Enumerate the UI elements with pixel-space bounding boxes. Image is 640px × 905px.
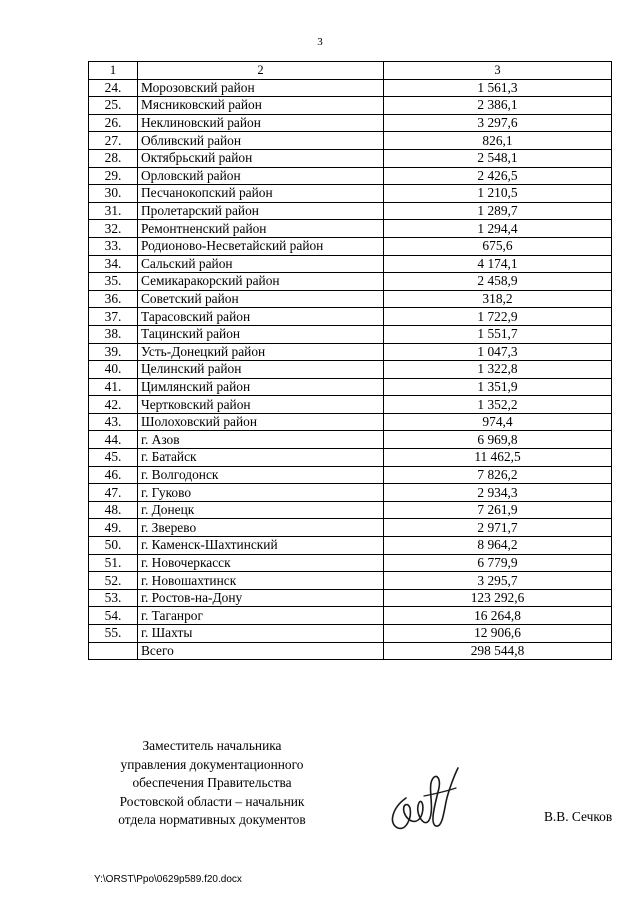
- row-value: 6 969,8: [384, 431, 612, 449]
- header-cell-2: 2: [138, 62, 384, 80]
- row-value: 1 551,7: [384, 325, 612, 343]
- row-number: 49.: [89, 519, 138, 537]
- row-value: 2 426,5: [384, 167, 612, 185]
- table-row: [89, 343, 612, 361]
- row-value: 4 174,1: [384, 255, 612, 273]
- row-name: г. Ростов-на-Дону: [138, 589, 384, 607]
- table-row: [89, 290, 612, 308]
- row-name: г. Азов: [138, 431, 384, 449]
- row-number: 38.: [89, 325, 138, 343]
- row-value: 8 964,2: [384, 537, 612, 555]
- table-row: [89, 378, 612, 396]
- title-line-3: обеспечения Правительства: [132, 775, 292, 790]
- row-value: 2 548,1: [384, 149, 612, 167]
- row-name: г. Шахты: [138, 625, 384, 643]
- row-number: 27.: [89, 132, 138, 150]
- row-number: 26.: [89, 114, 138, 132]
- row-value: 123 292,6: [384, 589, 612, 607]
- table-row: [89, 308, 612, 326]
- row-value: 1 294,4: [384, 220, 612, 238]
- table-row: [89, 449, 612, 467]
- row-value: 3 295,7: [384, 572, 612, 590]
- row-name: г. Новочеркасск: [138, 554, 384, 572]
- signature-title-block: [92, 737, 332, 830]
- table-row: [89, 572, 612, 590]
- row-value: 6 779,9: [384, 554, 612, 572]
- row-value: 16 264,8: [384, 607, 612, 625]
- table-row: [89, 607, 612, 625]
- table-row: [89, 237, 612, 255]
- row-number: 41.: [89, 378, 138, 396]
- row-number: 25.: [89, 97, 138, 115]
- table-row: [89, 501, 612, 519]
- page-number: 3: [317, 36, 323, 48]
- table-row: [89, 537, 612, 555]
- row-name: Советский район: [138, 290, 384, 308]
- row-name: Обливский район: [138, 132, 384, 150]
- row-number: 50.: [89, 537, 138, 555]
- title-line-5: отдела нормативных документов: [118, 812, 306, 827]
- table-row: [89, 149, 612, 167]
- file-path: Y:\ORST\Ppo\0629p589.f20.docx: [94, 874, 242, 885]
- row-value: 1 322,8: [384, 361, 612, 379]
- row-number: 36.: [89, 290, 138, 308]
- table-row: [89, 396, 612, 414]
- table-row: [89, 466, 612, 484]
- row-name: Шолоховский район: [138, 413, 384, 431]
- row-value: 1 561,3: [384, 79, 612, 97]
- allocation-table: [88, 61, 612, 660]
- row-value: 1 351,9: [384, 378, 612, 396]
- row-name: г. Волгодонск: [138, 466, 384, 484]
- row-name: Семикаракорский район: [138, 273, 384, 291]
- total-row: [89, 642, 612, 660]
- row-value: 7 261,9: [384, 501, 612, 519]
- table-row: [89, 79, 612, 97]
- row-number: 46.: [89, 466, 138, 484]
- row-value: 1 210,5: [384, 185, 612, 203]
- table-row: [89, 519, 612, 537]
- row-name: Сальский район: [138, 255, 384, 273]
- row-number: 39.: [89, 343, 138, 361]
- row-name: г. Гуково: [138, 484, 384, 502]
- table-row: [89, 185, 612, 203]
- row-value: 3 297,6: [384, 114, 612, 132]
- row-name: Тацинский район: [138, 325, 384, 343]
- total-value: 298 544,8: [384, 642, 612, 660]
- signer-name: В.В. Сечков: [544, 809, 613, 824]
- row-name: г. Каменск-Шахтинский: [138, 537, 384, 555]
- total-blank-cell: [89, 642, 138, 660]
- row-name: Целинский район: [138, 361, 384, 379]
- table-row: [89, 132, 612, 150]
- table-row: [89, 255, 612, 273]
- title-line-2: управления документационного: [120, 756, 304, 772]
- row-number: 55.: [89, 625, 138, 643]
- table-row: [89, 431, 612, 449]
- row-name: Мясниковский район: [138, 97, 384, 115]
- row-value: 1 289,7: [384, 202, 612, 220]
- row-number: 28.: [89, 149, 138, 167]
- row-value: 11 462,5: [384, 449, 612, 467]
- table-row: [89, 97, 612, 115]
- row-value: 2 934,3: [384, 484, 612, 502]
- row-value: 318,2: [384, 290, 612, 308]
- row-value: 1 722,9: [384, 308, 612, 326]
- table-row: [89, 361, 612, 379]
- table-body: [89, 62, 612, 660]
- row-number: 24.: [89, 79, 138, 97]
- table-row: [89, 273, 612, 291]
- row-number: 37.: [89, 308, 138, 326]
- table-row: [89, 114, 612, 132]
- row-number: 53.: [89, 589, 138, 607]
- table-row: [89, 484, 612, 502]
- table-row: [89, 589, 612, 607]
- row-number: 44.: [89, 431, 138, 449]
- row-value: 2 386,1: [384, 97, 612, 115]
- row-value: 974,4: [384, 413, 612, 431]
- row-number: 40.: [89, 361, 138, 379]
- row-number: 48.: [89, 501, 138, 519]
- table-header-row: [89, 62, 612, 80]
- row-number: 52.: [89, 572, 138, 590]
- row-name: г. Таганрог: [138, 607, 384, 625]
- row-name: Чертковский район: [138, 396, 384, 414]
- row-number: 31.: [89, 202, 138, 220]
- table-row: [89, 413, 612, 431]
- row-value: 826,1: [384, 132, 612, 150]
- row-number: 42.: [89, 396, 138, 414]
- table-row: [89, 220, 612, 238]
- handwritten-signature: [384, 758, 474, 838]
- header-cell-1: 1: [89, 62, 138, 80]
- row-value: 1 047,3: [384, 343, 612, 361]
- row-name: Тарасовский район: [138, 308, 384, 326]
- row-name: г. Батайск: [138, 449, 384, 467]
- row-name: Усть-Донецкий район: [138, 343, 384, 361]
- table-row: [89, 167, 612, 185]
- row-name: Цимлянский район: [138, 378, 384, 396]
- row-name: Ремонтненский район: [138, 220, 384, 238]
- title-line-4: Ростовской области – начальник: [119, 793, 305, 809]
- row-name: Октябрьский район: [138, 149, 384, 167]
- header-cell-3: 3: [384, 62, 612, 80]
- row-number: 30.: [89, 185, 138, 203]
- row-name: г. Зверево: [138, 519, 384, 537]
- row-number: 32.: [89, 220, 138, 238]
- row-number: 43.: [89, 413, 138, 431]
- row-number: 54.: [89, 607, 138, 625]
- row-name: Песчанокопский район: [138, 185, 384, 203]
- total-label: Всего: [138, 642, 384, 660]
- row-number: 47.: [89, 484, 138, 502]
- row-value: 2 971,7: [384, 519, 612, 537]
- row-number: 35.: [89, 273, 138, 291]
- table-row: [89, 625, 612, 643]
- table-row: [89, 325, 612, 343]
- row-number: 34.: [89, 255, 138, 273]
- row-value: 12 906,6: [384, 625, 612, 643]
- row-name: г. Донецк: [138, 501, 384, 519]
- row-value: 2 458,9: [384, 273, 612, 291]
- row-value: 1 352,2: [384, 396, 612, 414]
- row-value: 7 826,2: [384, 466, 612, 484]
- row-name: Морозовский район: [138, 79, 384, 97]
- row-name: Неклиновский район: [138, 114, 384, 132]
- row-number: 33.: [89, 237, 138, 255]
- row-name: г. Новошахтинск: [138, 572, 384, 590]
- row-number: 29.: [89, 167, 138, 185]
- table-row: [89, 554, 612, 572]
- title-line-1: Заместитель начальника: [142, 738, 282, 753]
- table-row: [89, 202, 612, 220]
- row-name: Родионово-Несветайский район: [138, 237, 384, 255]
- row-name: Орловский район: [138, 167, 384, 185]
- row-number: 51.: [89, 554, 138, 572]
- row-name: Пролетарский район: [138, 202, 384, 220]
- row-number: 45.: [89, 449, 138, 467]
- row-value: 675,6: [384, 237, 612, 255]
